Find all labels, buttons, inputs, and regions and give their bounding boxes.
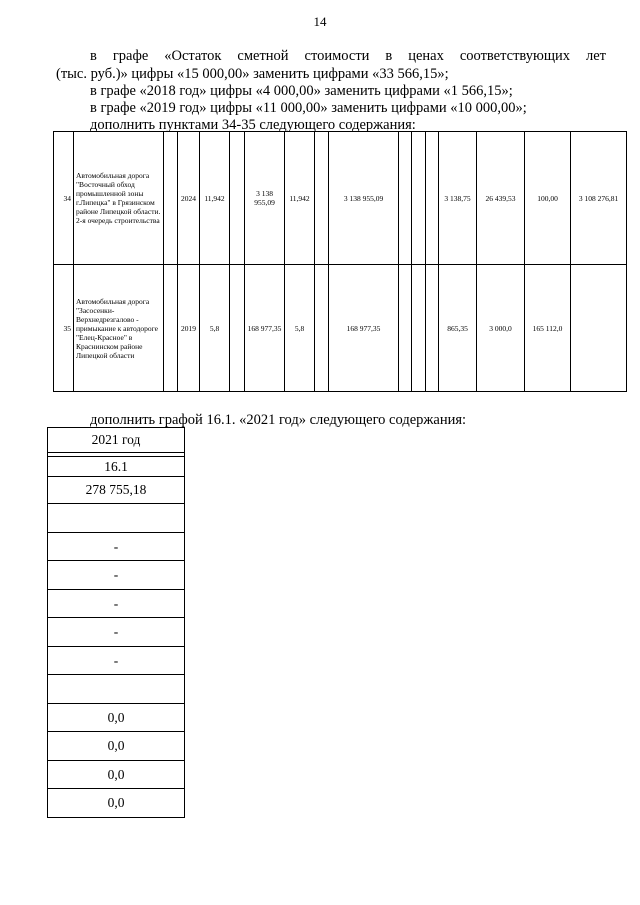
table-cell: 0,0 xyxy=(48,761,185,789)
table-cell: 165 112,0 xyxy=(525,265,571,392)
table-cell xyxy=(164,265,178,392)
table-cell: 278 755,18 xyxy=(48,477,185,504)
table-cell: 3 138 955,09 xyxy=(329,132,399,265)
table-cell: - xyxy=(48,533,185,561)
table-cell xyxy=(426,132,439,265)
table-cell xyxy=(399,132,412,265)
table-cell: 5,8 xyxy=(285,265,315,392)
table-cell: 865,35 xyxy=(439,265,477,392)
row-number: 35 xyxy=(54,265,74,392)
table-cell: 11,942 xyxy=(200,132,230,265)
table-cell: 5,8 xyxy=(200,265,230,392)
table-cell: 2019 xyxy=(178,265,200,392)
table-cell: 3 138 955,09 xyxy=(245,132,285,265)
object-name: Автомобильная дорога "Засосенки-Верхнедрезгалово - примыкание к автодороге "Елец-Красное" в Краснинском районе Липецкой области xyxy=(74,265,164,392)
column-number: 16.1 xyxy=(48,457,185,477)
table-cell: 3 108 276,81 xyxy=(571,132,627,265)
paragraph-line: в графе «2019 год» цифры «11 000,00» заменить цифрами «10 000,00»; xyxy=(90,100,527,116)
table-row xyxy=(54,265,627,392)
paragraph-line: (тыс. руб.)» цифры «15 000,00» заменить цифрами «33 566,15»; xyxy=(56,66,449,82)
paragraph-line: в графе «2018 год» цифры «4 000,00» заменить цифрами «1 566,15»; xyxy=(90,83,513,99)
table-cell: 3 138,75 xyxy=(439,132,477,265)
table-cell: - xyxy=(48,618,185,647)
page-number: 14 xyxy=(313,14,327,29)
table-cell xyxy=(315,132,329,265)
table-cell: - xyxy=(48,561,185,590)
table-cell: 3 000,0 xyxy=(477,265,525,392)
column-header: 2021 год xyxy=(48,428,185,453)
table-cell xyxy=(315,265,329,392)
table-cell xyxy=(412,132,426,265)
table-cell xyxy=(48,504,185,533)
table-cell xyxy=(426,265,439,392)
table-cell: 2024 xyxy=(178,132,200,265)
table-row xyxy=(54,132,627,265)
table-cell: 100,00 xyxy=(525,132,571,265)
table-cell xyxy=(571,265,627,392)
table-cell xyxy=(48,675,185,704)
table-cell xyxy=(230,265,245,392)
table-cell xyxy=(412,265,426,392)
table-cell: 0,0 xyxy=(48,789,185,818)
table-cell xyxy=(164,132,178,265)
table-cell: 11,942 xyxy=(285,132,315,265)
table-cell: 0,0 xyxy=(48,704,185,732)
table-cell xyxy=(399,265,412,392)
paragraph-line: дополнить графой 16.1. «2021 год» следующего содержания: xyxy=(90,412,467,428)
table-cell: - xyxy=(48,647,185,675)
table-cell xyxy=(230,132,245,265)
paragraph-line: дополнить пунктами 34-35 следующего содержания: xyxy=(90,117,416,133)
row-number: 34 xyxy=(54,132,74,265)
paragraph-line: в графе «Остаток сметной стоимости в ценах соответствующих лет xyxy=(90,48,606,64)
table-cell: 168 977,35 xyxy=(245,265,285,392)
table-cell: 0,0 xyxy=(48,732,185,761)
table-cell: 26 439,53 xyxy=(477,132,525,265)
objects-table xyxy=(53,131,627,392)
table-cell: - xyxy=(48,590,185,618)
column-2021-table xyxy=(47,427,185,818)
table-cell: 168 977,35 xyxy=(329,265,399,392)
object-name: Автомобильная дорога "Восточный обход промышленной зоны г.Липецка" в Грязинском районе Липецкой области. 2-я очередь строительства xyxy=(74,132,164,265)
